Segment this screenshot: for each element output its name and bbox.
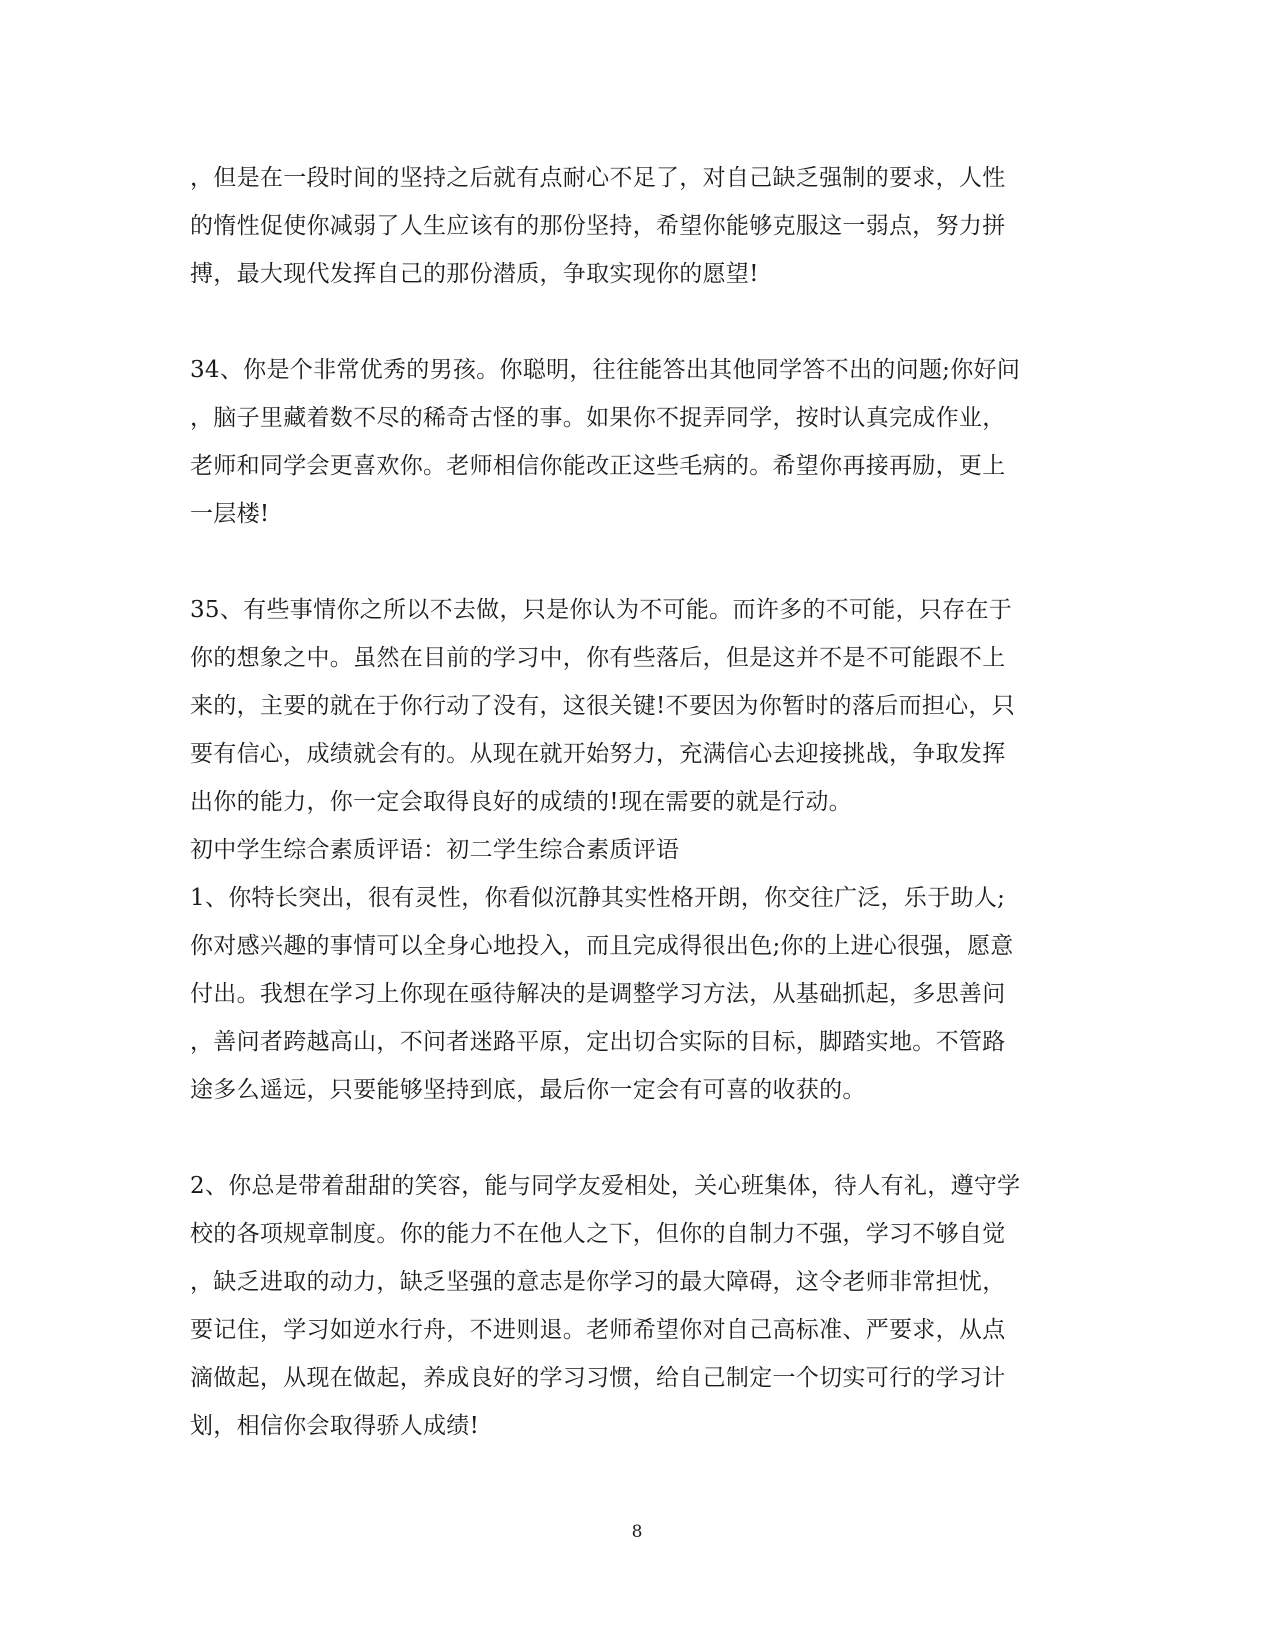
paragraph-gap: [190, 1114, 1090, 1162]
paragraph-gap: [190, 538, 1090, 586]
section-heading: 初中学生综合素质评语：初二学生综合素质评语: [190, 837, 680, 863]
paragraph-comment-2: 2、你总是带着甜甜的笑容，能与同学友爱相处，关心班集体，待人有礼，遵守学 校的各项规章制度。你的能力不在他人之下，但你的自制力不强，学习不够自觉 ，缺乏进取的动力，缺乏坚强的意志是你学习的最大障碍，这令老师非常担忧， 要记住，学习如逆水行舟，不进则退。老师希望你对自己高标准、严要求，从点 滴做起，从现在做起，养成良好的学习习惯，给自己制定一个切实可行的学习计 划，相信你会取得骄人成绩!: [190, 1173, 1021, 1439]
document-body: [190, 154, 1090, 1450]
paragraph-continuation: ，但是在一段时间的坚持之后就有点耐心不足了，对自己缺乏强制的要求，人性 的惰性促使你减弱了人生应该有的那份坚持，希望你能够克服这一弱点，努力拼 搏，最大现代发挥自己的那份潜质，争取实现你的愿望!: [190, 165, 1006, 287]
page-number: 8: [631, 1522, 643, 1542]
paragraph-comment-34: 34、你是个非常优秀的男孩。你聪明，往往能答出其他同学答不出的问题;你好问 ，脑子里藏着数不尽的稀奇古怪的事。如果你不捉弄同学，按时认真完成作业， 老师和同学会更喜欢你。老师相信你能改正这些毛病的。希望你再接再励，更上 一层楼!: [190, 357, 1021, 527]
paragraph-comment-1: 1、你特长突出，很有灵性，你看似沉静其实性格开朗，你交往广泛，乐于助人; 你对感兴趣的事情可以全身心地投入，而且完成得很出色;你的上进心很强，愿意 付出。我想在学习上你现在亟待解决的是调整学习方法，从基础抓起，多思善问 ，善问者跨越高山，不问者迷路平原，定出切合实际的目标，脚踏实地。不管路 途多么遥远，只要能够坚持到底，最后你一定会有可喜的收获的。: [190, 885, 1014, 1103]
paragraph-gap: [190, 298, 1090, 346]
paragraph-comment-35: 35、有些事情你之所以不去做，只是你认为不可能。而许多的不可能，只存在于 你的想象之中。虽然在目前的学习中，你有些落后，但是这并不是不可能跟不上 来的，主要的就在于你行动了没有，这很关键!不要因为你暂时的落后而担心，只 要有信心，成绩就会有的。从现在就开始努力，充满信心去迎接挑战，争取发挥 出你的能力，你一定会取得良好的成绩的!现在需要的就是行动。: [190, 597, 1016, 815]
